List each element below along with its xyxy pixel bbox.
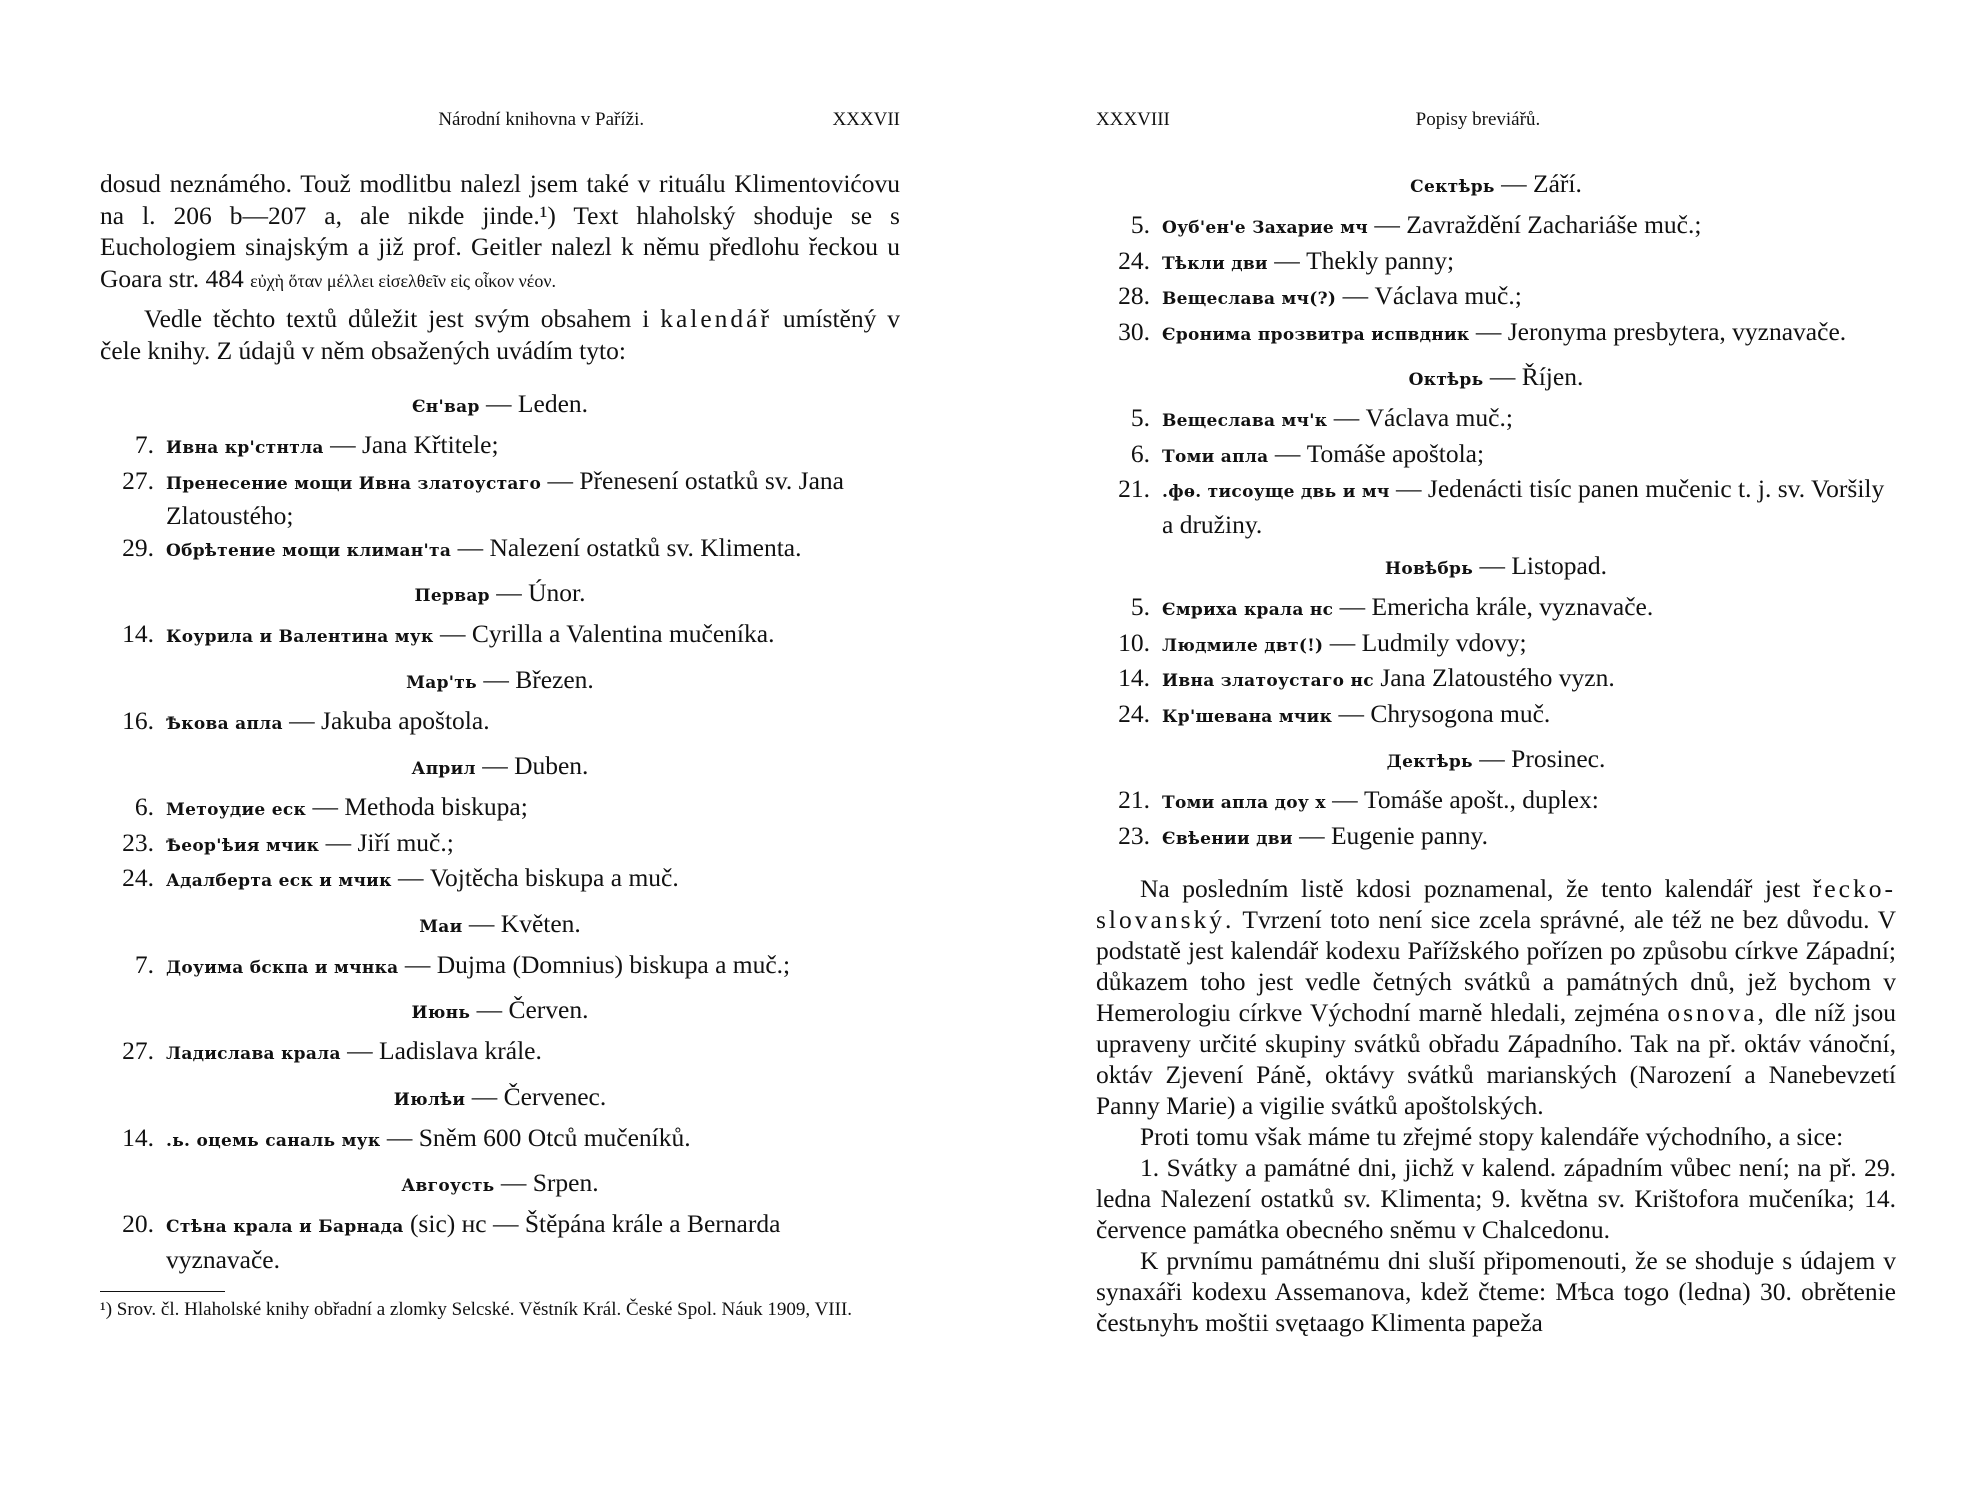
month-name-czech: — Listopad. [1479, 551, 1607, 580]
entry-day: 27. [122, 1036, 154, 1065]
entry-day: 6. [134, 792, 154, 821]
left-para2-spaced: kalendář [660, 304, 772, 333]
month-name-slavonic: Первар [414, 586, 490, 606]
month-name-czech: — Září. [1501, 169, 1582, 198]
entry-czech: — Emericha krále, vyznavače. [1339, 592, 1654, 621]
entry-day: 28. [1118, 281, 1150, 310]
entry-day: 23. [122, 827, 154, 857]
right-para1-c: dle níž jsou upraveny určité skupiny svátků obřadu Západního. Tak na př. oktáv vánoční, oktáv Zjevení Páně, oktávy svátků marianských (Narození a Nanebevzetí Panny Marie) a vigilie svátků apoštolských. [1096, 998, 1897, 1120]
left-header-title: Národní knihovna v Paříži. [438, 109, 645, 130]
entry-czech: — Jiří muč.; [325, 827, 454, 857]
entry-slavonic: Стѣна крала и Барнада [166, 1217, 404, 1237]
calendar-entry [1096, 627, 1896, 663]
calendar-entry [100, 1122, 900, 1158]
entry-day: 7. [134, 430, 154, 459]
month-name-slavonic: Июнь [411, 1003, 471, 1023]
entry-day: 21. [1118, 474, 1150, 503]
month-name-czech: — Únor. [496, 578, 586, 607]
entry-slavonic: Обрѣтение мощи климан'та [166, 540, 452, 561]
month-name-czech: — Březen. [483, 664, 594, 694]
entry-slavonic: Томи апла доу х [1162, 793, 1326, 813]
entry-slavonic: Вещеслава мч'к [1162, 411, 1328, 431]
entry-slavonic: .фѳ. тисоуще двь и мч [1162, 482, 1390, 502]
month-heading [100, 577, 900, 612]
calendar-entry [100, 827, 900, 863]
entry-slavonic: Євѣении дви [1162, 828, 1293, 849]
entry-czech: — Jedenácti tisíc panen mučenic t. j. sv. Voršily a družiny. [1162, 474, 1885, 539]
entry-czech: — Zavraždění Zachariáše muč.; [1374, 210, 1702, 239]
entry-day: 6. [1130, 438, 1150, 468]
entry-slavonic: Єронима прозвитра испвдник [1162, 324, 1470, 345]
entry-czech: — Nalezení ostatků sv. Klimenta. [457, 532, 802, 562]
entry-czech: — Jana Křtitele; [330, 430, 499, 459]
calendar-entry [100, 862, 900, 898]
month-name-slavonic: Єн'вар [411, 397, 480, 417]
entry-slavonic: Людмиле двт(!) [1162, 635, 1324, 656]
entry-slavonic: Ѣкова апла [166, 713, 283, 734]
calendar-entry [100, 1035, 900, 1071]
entry-day: 16. [122, 705, 154, 735]
footnote-rule [100, 1291, 225, 1292]
entry-czech: — Přenesení ostatků sv. Jana Zlatoustého; [166, 465, 844, 530]
entry-slavonic: Оуб'ен'е Захарие мч [1162, 218, 1368, 238]
spacer [100, 366, 900, 378]
month-heading [100, 388, 900, 423]
month-heading [1096, 361, 1896, 396]
calendar-entry [100, 705, 900, 741]
right-calendar-list [1096, 168, 1896, 855]
right-paragraph-3: 1. Svátky a památné dni, jichž v kalend. západním vůbec není; na př. 29. ledna Nalezení ostatků sv. Klimenta; 9. května sv. Krištofora mučeníka; 14. července památka obecného sněmu v Chalcedonu. [1096, 1153, 1896, 1244]
entry-day: 14. [122, 619, 154, 648]
calendar-entry [1096, 591, 1896, 627]
entry-day: 24. [122, 863, 154, 892]
calendar-entry [100, 949, 900, 985]
entry-czech: — Václava muč.; [1342, 281, 1522, 310]
month-heading [100, 750, 900, 785]
right-para1-spaced1: řecko-slovanský. [1096, 874, 1896, 934]
entry-slavonic: Ємриха крала нс [1162, 600, 1334, 620]
entry-day: 20. [122, 1209, 154, 1238]
month-name-slavonic: Мaи [419, 916, 463, 937]
month-heading [100, 908, 900, 943]
month-heading [1096, 168, 1896, 203]
left-calendar-paragraph [100, 303, 900, 366]
entry-day: 27. [122, 465, 154, 495]
right-para1-spaced2: osnova, [1667, 998, 1767, 1027]
entry-slavonic: Ладислава крала [166, 1044, 341, 1064]
calendar-entry [1096, 784, 1896, 820]
right-running-head [1096, 100, 1896, 140]
entry-slavonic: Томи апла [1162, 446, 1269, 467]
entry-slavonic: Коурила и Валентина мук [166, 627, 434, 647]
right-page-number: XXXVIII [1096, 109, 1170, 130]
entry-slavonic: Кр'шевана мчик [1162, 706, 1333, 727]
left-page-number: XXXVII [832, 109, 900, 130]
calendar-entry [100, 618, 900, 654]
entry-slavonic: Метоудие еск [166, 800, 307, 820]
month-name-slavonic: Июлѣи [393, 1089, 466, 1110]
calendar-entry [100, 1208, 900, 1275]
calendar-entry [1096, 316, 1896, 352]
calendar-entry [100, 532, 900, 568]
entry-day: 5. [1130, 210, 1150, 239]
calendar-entry [1096, 662, 1896, 698]
entry-slavonic: Доуима бскпа и мчнка [166, 957, 399, 978]
entry-day: 14. [1118, 663, 1150, 692]
month-heading [100, 1081, 900, 1116]
month-name-slavonic: Новѣбрь [1385, 559, 1474, 579]
entry-czech: (sic) нс — Štěpána krále a Bernarda vyznavače. [166, 1209, 781, 1274]
entry-day: 7. [134, 949, 154, 979]
month-heading [1096, 550, 1896, 585]
right-para1-a: Na posledním listě kdosi poznamenal, že tento kalendář jest [1140, 874, 1801, 903]
calendar-entry [1096, 402, 1896, 438]
month-name-czech: — Červen. [476, 995, 589, 1024]
entry-czech: — Ladislava krále. [347, 1036, 542, 1065]
calendar-entry [1096, 280, 1896, 316]
footnote: ¹) Srov. čl. Hlaholské knihy obřadní a zlomky Selcské. Věstník Král. České Spol. Náuk 1909, VIII. [100, 1299, 853, 1320]
entry-czech: — Jeronyma presbytera, vyznavače. [1475, 316, 1847, 346]
left-intro-paragraph [100, 168, 900, 297]
left-page [100, 100, 900, 1322]
month-name-czech: — Leden. [486, 389, 589, 418]
entry-day: 24. [1118, 245, 1150, 275]
calendar-entry [1096, 698, 1896, 734]
entry-slavonic: Ивна кр'стнтла [166, 438, 324, 458]
month-name-slavonic: Октѣрь [1408, 370, 1484, 390]
entry-day: 10. [1118, 627, 1150, 657]
calendar-entry [1096, 820, 1896, 856]
entry-czech: — Cyrilla a Valentina mučeníka. [439, 619, 775, 648]
entry-czech: — Sněm 600 Otců mučeníků. [386, 1122, 691, 1152]
right-paragraph-1 [1096, 873, 1896, 1121]
left-intro-text: dosud neznámého. Touž modlitbu nalezl jsem také v rituálu Klimentovićovu na l. 206 b—207 a, ale nikde jinde.¹) Text hlaholský shoduje se s Euchologiem sinajským a již prof. Geitler nalezl k němu předlohu řeckou u Goara str. 484 [100, 169, 900, 293]
calendar-entry [1096, 438, 1896, 474]
month-name-slavonic: Мар'ть [406, 672, 477, 693]
month-name-czech: — Duben. [482, 751, 589, 780]
entry-day: 24. [1118, 698, 1150, 728]
right-paragraph-4: K prvnímu památnému dni sluší připomenouti, že se shoduje s údajem v synaxáři kodexu Assemanova, kdež čteme: Mѣca togo (ledna) 30. obrětenie čestьnyhъ moštii svętaago Klimenta papeža [1096, 1246, 1896, 1337]
entry-slavonic: Пренесение мощи Ивна златоустаго [166, 473, 542, 494]
entry-day: 23. [1118, 820, 1150, 850]
calendar-entry [100, 465, 900, 532]
right-paragraph-2: Proti tomu však máme tu zřejmé stopy kalendáře východního, a sice: [1140, 1122, 1844, 1151]
entry-czech: Jana Zlatoustého vyzn. [1380, 663, 1615, 692]
entry-slavonic: Ивна златоустаго нс [1162, 671, 1374, 691]
left-para2-after: umístěný v čele knihy. Z údajů v něm obsažených uvádím tyto: [100, 304, 901, 365]
calendar-entry [100, 429, 900, 465]
calendar-entry [1096, 209, 1896, 245]
month-name-slavonic: Авгоусть [401, 1176, 495, 1196]
month-name-czech: — Srpen. [500, 1168, 599, 1197]
month-name-czech: — Červenec. [471, 1081, 607, 1111]
month-name-czech: — Říjen. [1489, 362, 1584, 391]
entry-czech: — Tomáše apošt., duplex: [1332, 785, 1599, 814]
entry-day: 21. [1118, 785, 1150, 814]
entry-czech: — Tomáše apoštola; [1274, 438, 1485, 468]
entry-czech: — Václava muč.; [1333, 403, 1513, 432]
month-name-slavonic: Сектѣрь [1410, 177, 1495, 197]
right-para1-b: Tvrzení toto není sice zcela správné, ale též ne bez důvodu. V podstatě jest kalendář kodexu Pařížského pořízen po způsobu církve Západní; důkazem toho jest vedle četných svátků a památných dnů, jež bychom v Hemerologiu církve Východní marně hledali, zejména [1096, 905, 1896, 1027]
entry-day: 29. [122, 532, 154, 562]
entry-czech: — Thekly panny; [1274, 245, 1455, 275]
entry-czech: — Chrysogona muč. [1338, 698, 1551, 728]
calendar-entry [100, 791, 900, 827]
calendar-entry [1096, 473, 1896, 540]
entry-czech: — Methoda biskupa; [312, 792, 528, 821]
month-heading [100, 664, 900, 699]
left-para2-before: Vedle těchto textů důležit jest svým obsahem i [144, 304, 650, 333]
month-heading [100, 994, 900, 1029]
left-calendar-list [100, 388, 900, 1275]
month-heading [100, 1167, 900, 1202]
entry-day: 5. [1130, 592, 1150, 621]
left-intro-greek: εὐχὴ ὅταν μέλλει εἰσελθεῖν εἰς οἶκον νέον. [250, 270, 556, 291]
left-running-head [100, 100, 900, 140]
entry-day: 30. [1118, 316, 1150, 346]
entry-slavonic: Тѣкли дви [1162, 253, 1268, 274]
entry-day: 5. [1130, 403, 1150, 432]
month-name-slavonic: Дектѣрь [1386, 752, 1473, 772]
month-name-czech: — Prosinec. [1479, 744, 1606, 773]
entry-day: 14. [122, 1122, 154, 1152]
entry-czech: — Ludmily vdovy; [1329, 627, 1527, 657]
entry-slavonic: Ѣеор'ѣия мчик [166, 835, 320, 856]
entry-czech: — Eugenie panny. [1299, 820, 1488, 850]
right-page [1096, 100, 1896, 1338]
entry-slavonic: .ь. оцемь саналь мук [166, 1130, 381, 1151]
entry-czech: — Jakuba apoštola. [289, 705, 490, 735]
month-heading [1096, 743, 1896, 778]
entry-slavonic: Вещеслава мч(?) [1162, 289, 1337, 309]
entry-czech: — Vojtěcha biskupa a muč. [398, 863, 679, 892]
entry-czech: — Dujma (Domnius) biskupa a muč.; [404, 949, 791, 979]
spacer [1096, 855, 1896, 873]
month-name-slavonic: Април [411, 759, 476, 779]
entry-slavonic: Адалберта еск и мчик [166, 871, 392, 891]
right-header-title: Popisy breviářů. [1415, 109, 1541, 130]
month-name-czech: — Květen. [468, 908, 581, 938]
calendar-entry [1096, 245, 1896, 281]
